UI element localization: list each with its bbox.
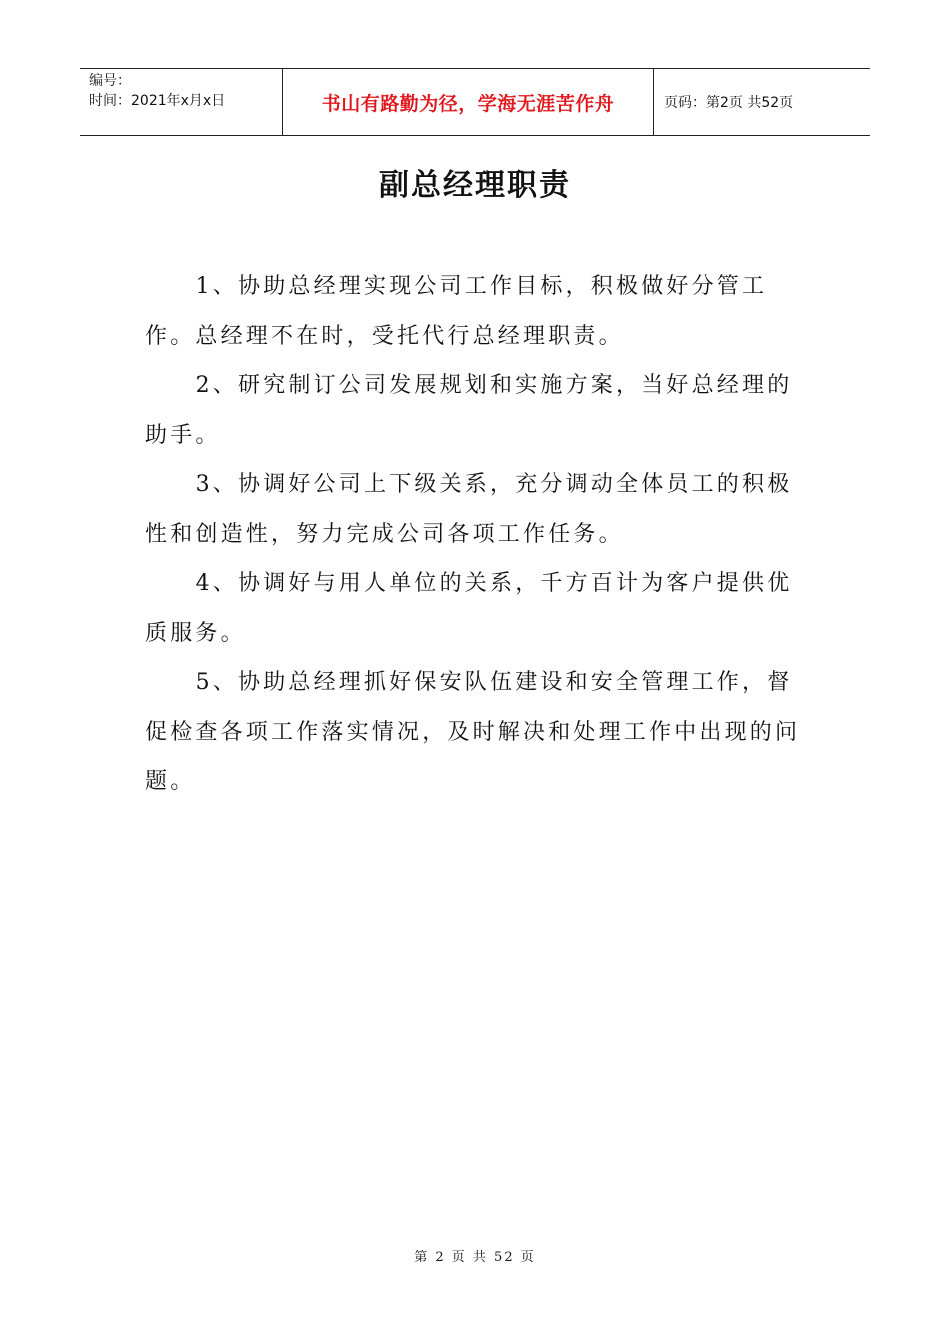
document-header xyxy=(80,68,870,136)
header-motto-cell xyxy=(282,69,654,135)
header-page-cell xyxy=(654,69,870,135)
document-number-label: 编号： xyxy=(89,73,131,89)
header-motto: 书山有路勤为径，学海无涯苦作舟 xyxy=(321,92,615,115)
document-title: 副总经理职责 xyxy=(379,168,571,203)
paragraph-3: 3、协调好公司上下级关系，充分调动全体员工的积极性和创造性，努力完成公司各项工作任务。 xyxy=(145,472,793,547)
paragraph-5: 5、协助总经理抓好保安队伍建设和安全管理工作，督促检查各项工作落实情况，及时解决和处理工作中出现的问题。 xyxy=(145,670,801,794)
header-meta-cell xyxy=(80,69,282,135)
document-body xyxy=(145,262,815,807)
paragraph-1: 1、协助总经理实现公司工作目标，积极做好分管工作。总经理不在时，受托代行总经理职责。 xyxy=(145,274,768,349)
paragraph-4: 4、协调好与用人单位的关系，千方百计为客户提供优质服务。 xyxy=(145,571,793,646)
header-page-code: 页码：第2页 共52页 xyxy=(664,95,794,111)
paragraph-2: 2、研究制订公司发展规划和实施方案，当好总经理的助手。 xyxy=(145,373,793,448)
document-time-label: 时间：2021年x月x日 xyxy=(89,93,226,109)
page-footer: 第 2 页 共 52 页 xyxy=(414,1250,536,1265)
